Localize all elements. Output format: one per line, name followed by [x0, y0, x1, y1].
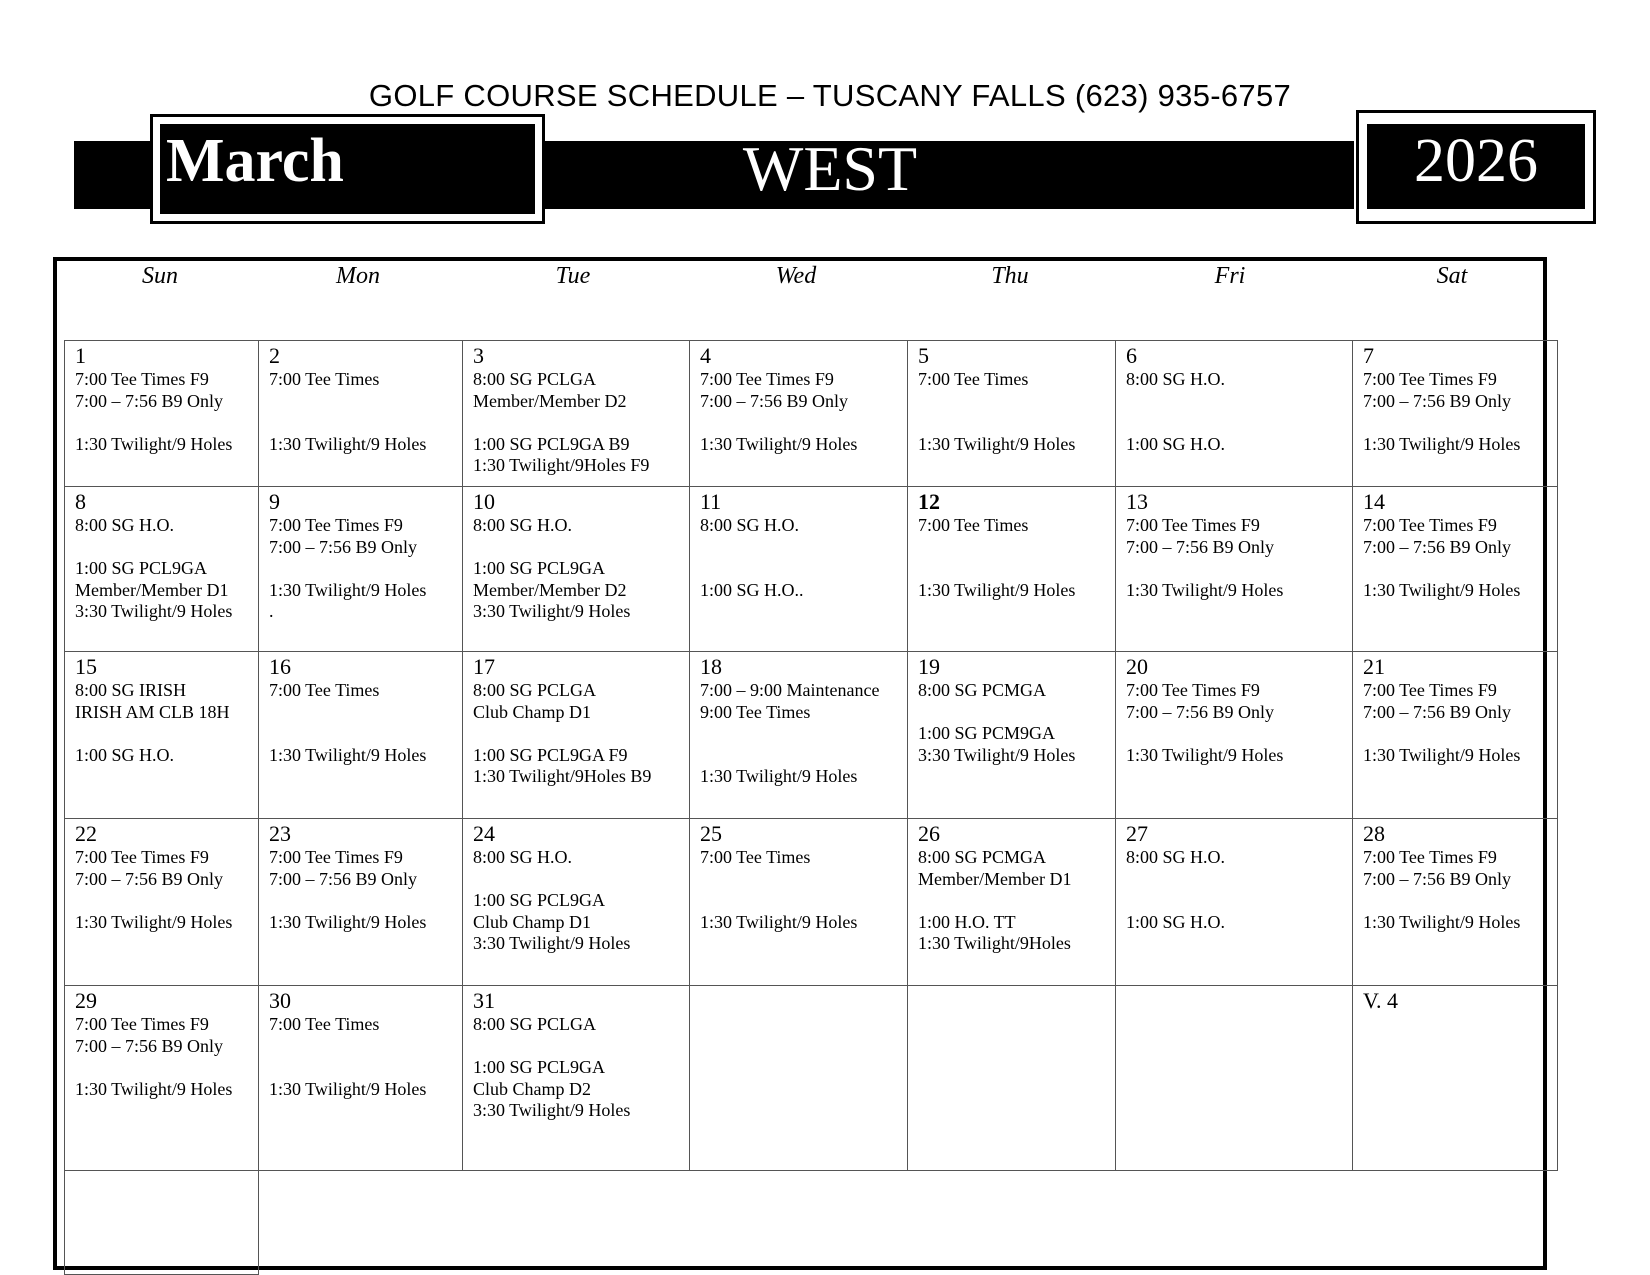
event-line: 1:30 Twilight/9 Holes: [269, 744, 427, 765]
calendar-day-3: [462, 340, 690, 487]
blank-line: [473, 1036, 689, 1058]
event-line: 1:00 H.O. TT: [918, 911, 1016, 932]
calendar-day-10: [462, 486, 690, 652]
calendar-day-28: [1352, 818, 1558, 986]
blank-line: [1363, 558, 1557, 580]
event-line: 1:00 SG PCL9GA F9: [473, 744, 628, 765]
blank-line: [269, 391, 462, 413]
event-line: 1:30 Twilight/9 Holes: [700, 911, 858, 932]
event-line: 7:00 Tee Times: [269, 369, 380, 389]
day-number: 21: [1363, 654, 1385, 679]
blank-line: [918, 558, 1115, 580]
event-line: 1:30 Twilight/9 Holes: [1363, 579, 1521, 600]
day-number: 2: [269, 343, 280, 368]
event-line: 1:30 Twilight/9Holes: [918, 933, 1071, 953]
calendar-day-13: [1115, 486, 1353, 652]
blank-line: [918, 890, 1115, 912]
event-line: 8:00 SG H.O.: [1126, 369, 1226, 389]
event-line: 7:00 Tee Times F9: [75, 847, 209, 867]
day-number: 18: [700, 654, 722, 679]
event-line: 7:00 – 7:56 B9 Only: [75, 1035, 224, 1056]
blank-line: [700, 558, 907, 580]
calendar-day-23: [258, 818, 463, 986]
event-line: 1:30 Twilight/9 Holes: [269, 911, 427, 932]
event-line: 7:00 Tee Times F9: [269, 847, 403, 867]
calendar-day-22: [64, 818, 259, 986]
event-line: Member/Member D1: [75, 579, 229, 600]
event-line: 1:00 SG PCL9GA: [75, 558, 208, 578]
event-line: 7:00 – 7:56 B9 Only: [75, 868, 224, 889]
blank-line: [700, 723, 907, 745]
calendar-day-29: [64, 985, 259, 1171]
calendar-empty-cell: [907, 985, 1116, 1171]
calendar-day-14: [1352, 486, 1558, 652]
calendar-day-1: [64, 340, 259, 487]
event-line: 7:00 – 7:56 B9 Only: [269, 868, 418, 889]
blank-line: [473, 869, 689, 891]
notes-cell-wide: [258, 1170, 1558, 1275]
course-label: WEST: [742, 133, 918, 204]
day-number: 10: [473, 489, 495, 514]
day-number: 15: [75, 654, 97, 679]
event-line: 1:30 Twilight/9 Holes: [1363, 433, 1521, 454]
blank-line: [700, 890, 907, 912]
calendar-day-8: [64, 486, 259, 652]
day-number: 4: [700, 343, 711, 368]
blank-line: [269, 723, 462, 745]
blank-line: [75, 723, 258, 745]
event-line: Club Champ D1: [473, 701, 592, 722]
event-line: Club Champ D2: [473, 1078, 592, 1099]
day-number: 1: [75, 343, 86, 368]
event-line: 7:00 Tee Times F9: [75, 1014, 209, 1034]
day-number: 30: [269, 988, 291, 1013]
event-line: 7:00 Tee Times F9: [700, 369, 834, 389]
day-number: 6: [1126, 343, 1137, 368]
calendar-day-26: [907, 818, 1116, 986]
event-line: 1:00 SG PCL9GA: [473, 558, 606, 578]
blank-line: [700, 745, 907, 767]
calendar-day-31: [462, 985, 690, 1171]
calendar-day-15: [64, 651, 259, 819]
event-line: 1:30 Twilight/9 Holes: [269, 433, 427, 454]
event-line: 1:00 SG PCL9GA: [473, 1057, 606, 1077]
event-line: 1:00 SG PCL9GA B9: [473, 433, 630, 454]
event-line: 7:00 Tee Times: [918, 369, 1029, 389]
blank-line: [700, 537, 907, 559]
event-line: 3:30 Twilight/9 Holes: [473, 601, 631, 621]
blank-line: [700, 869, 907, 891]
event-line: 7:00 – 7:56 B9 Only: [1363, 536, 1512, 557]
event-line: 1:30 Twilight/9 Holes: [918, 579, 1076, 600]
blank-line: [269, 1036, 462, 1058]
blank-line: [918, 702, 1115, 724]
day-number: 29: [75, 988, 97, 1013]
event-line: 1:00 SG H.O.: [75, 744, 175, 765]
blank-line: [75, 412, 258, 434]
calendar-day-12: [907, 486, 1116, 652]
calendar-day-6: [1115, 340, 1353, 487]
event-line: 1:30 Twilight/9 Holes: [75, 1078, 233, 1099]
year-box: [1356, 110, 1596, 224]
event-line: 8:00 SG PCLGA: [473, 1014, 597, 1034]
event-line: Member/Member D2: [473, 579, 627, 600]
event-line: 7:00 Tee Times: [700, 847, 811, 867]
event-line: 8:00 SG PCMGA: [918, 847, 1047, 867]
calendar-empty-cell: [689, 985, 908, 1171]
event-line: 7:00 – 7:56 B9 Only: [1363, 701, 1512, 722]
calendar-day-11: [689, 486, 908, 652]
event-line: 8:00 SG H.O.: [75, 515, 175, 535]
event-line: 1:30 Twilight/9Holes B9: [473, 766, 652, 786]
calendar-day-25: [689, 818, 908, 986]
event-line: 1:30 Twilight/9 Holes: [1126, 744, 1284, 765]
event-line: 7:00 Tee Times: [918, 515, 1029, 535]
day-number: 3: [473, 343, 484, 368]
calendar-day-18: [689, 651, 908, 819]
day-number: 14: [1363, 489, 1385, 514]
event-line: 7:00 Tee Times F9: [1363, 680, 1497, 700]
calendar-day-24: [462, 818, 690, 986]
event-line: 1:30 Twilight/9Holes F9: [473, 455, 650, 475]
blank-line: [75, 1057, 258, 1079]
day-number: 9: [269, 489, 280, 514]
day-number: 8: [75, 489, 86, 514]
blank-line: [918, 391, 1115, 413]
event-line: 7:00 Tee Times F9: [75, 369, 209, 389]
day-number: 7: [1363, 343, 1374, 368]
day-number: 5: [918, 343, 929, 368]
day-number: [918, 989, 1115, 1014]
weekday-fri: Fri: [1214, 263, 1246, 289]
event-line: 8:00 SG H.O.: [473, 515, 573, 535]
blank-line: [269, 558, 462, 580]
blank-line: [1363, 723, 1557, 745]
event-line: 7:00 Tee Times F9: [1363, 847, 1497, 867]
calendar-day-5: [907, 340, 1116, 487]
blank-line: [700, 412, 907, 434]
calendar-day-27: [1115, 818, 1353, 986]
notes-cell-left: [64, 1170, 259, 1275]
day-number: 11: [700, 489, 722, 514]
event-line: 7:00 – 7:56 B9 Only: [1363, 868, 1512, 889]
weekday-wed: Wed: [775, 263, 817, 289]
blank-line: [473, 723, 689, 745]
day-number: 12: [918, 489, 940, 514]
event-line: 8:00 SG PCLGA: [473, 680, 597, 700]
blank-line: [1126, 391, 1352, 413]
event-line: 8:00 SG IRISH: [75, 680, 187, 700]
event-line: 1:30 Twilight/9 Holes: [1126, 579, 1284, 600]
blank-line: [473, 412, 689, 434]
day-number: 23: [269, 821, 291, 846]
event-line: 7:00 – 7:56 B9 Only: [269, 536, 418, 557]
event-line: 1:30 Twilight/9 Holes: [75, 911, 233, 932]
event-line: 1:30 Twilight/9 Holes: [269, 579, 427, 600]
event-line: 1:30 Twilight/9 Holes: [700, 766, 858, 786]
event-line: 1:30 Twilight/9 Holes: [1363, 911, 1521, 932]
schedule-title: GOLF COURSE SCHEDULE – TUSCANY FALLS (623) 935-6757: [368, 78, 1292, 113]
event-line: 1:00 SG H.O.: [1126, 911, 1226, 932]
weekday-mon: Mon: [336, 263, 380, 289]
event-line: .: [269, 601, 274, 621]
day-number: 13: [1126, 489, 1148, 514]
event-line: 7:00 – 7:56 B9 Only: [1126, 536, 1275, 557]
event-line: Member/Member D2: [473, 390, 627, 411]
event-line: 1:00 SG PCM9GA: [918, 723, 1056, 743]
blank-line: [75, 537, 258, 559]
event-line: 7:00 – 7:56 B9 Only: [1363, 390, 1512, 411]
event-line: 3:30 Twilight/9 Holes: [918, 744, 1076, 765]
calendar-day-7: [1352, 340, 1558, 487]
event-line: 7:00 – 7:56 B9 Only: [1126, 701, 1275, 722]
event-line: 1:30 Twilight/9 Holes: [75, 433, 233, 454]
event-line: 7:00 Tee Times F9: [1363, 515, 1497, 535]
event-line: 7:00 – 7:56 B9 Only: [75, 390, 224, 411]
event-line: 1:00 SG H.O..: [700, 579, 804, 600]
blank-line: [1126, 890, 1352, 912]
day-number: 25: [700, 821, 722, 846]
event-line: 7:00 Tee Times: [269, 1014, 380, 1034]
event-line: 1:30 Twilight/9 Holes: [1363, 744, 1521, 765]
event-line: 8:00 SG PCLGA: [473, 369, 597, 389]
event-line: 1:30 Twilight/9 Holes: [700, 433, 858, 454]
day-number: [700, 989, 907, 1014]
calendar-day-20: [1115, 651, 1353, 819]
event-line: Club Champ D1: [473, 911, 592, 932]
weekday-thu: Thu: [991, 263, 1029, 289]
blank-line: [918, 537, 1115, 559]
event-line: 8:00 SG H.O.: [1126, 847, 1226, 867]
calendar-day-2: [258, 340, 463, 487]
day-number: 22: [75, 821, 97, 846]
day-number: 16: [269, 654, 291, 679]
event-line: 7:00 – 9:00 Maintenance: [700, 680, 880, 700]
blank-line: [1126, 412, 1352, 434]
blank-line: [75, 890, 258, 912]
version-label: V. 4: [1363, 988, 1399, 1013]
event-line: 1:00 SG PCL9GA: [473, 890, 606, 910]
event-line: 7:00 Tee Times F9: [1126, 680, 1260, 700]
calendar-day-30: [258, 985, 463, 1171]
event-line: 8:00 SG H.O.: [473, 847, 573, 867]
event-line: 8:00 SG PCMGA: [918, 680, 1047, 700]
calendar-day-16: [258, 651, 463, 819]
event-line: 7:00 Tee Times F9: [269, 515, 403, 535]
event-line: 3:30 Twilight/9 Holes: [473, 1100, 631, 1120]
day-number: [1126, 989, 1352, 1014]
blank-line: [473, 537, 689, 559]
event-line: 9:00 Tee Times: [700, 701, 811, 722]
day-number: 19: [918, 654, 940, 679]
year-label: 2026: [1367, 124, 1585, 209]
blank-line: [269, 702, 462, 724]
event-line: Member/Member D1: [918, 868, 1072, 889]
blank-line: [269, 890, 462, 912]
blank-line: [918, 412, 1115, 434]
event-line: 3:30 Twilight/9 Holes: [473, 933, 631, 953]
event-line: 7:00 Tee Times F9: [1126, 515, 1260, 535]
calendar-day-9: [258, 486, 463, 652]
event-line: 1:30 Twilight/9 Holes: [918, 433, 1076, 454]
month-box: [150, 114, 545, 224]
calendar-day-21: [1352, 651, 1558, 819]
day-number: 28: [1363, 821, 1385, 846]
event-line: 7:00 Tee Times: [269, 680, 380, 700]
event-line: IRISH AM CLB 18H: [75, 701, 230, 722]
blank-line: [1126, 723, 1352, 745]
day-number: 27: [1126, 821, 1148, 846]
month-label: March: [160, 124, 535, 214]
calendar-empty-cell: [1115, 985, 1353, 1171]
event-line: 1:00 SG H.O.: [1126, 433, 1226, 454]
event-line: 8:00 SG H.O.: [700, 515, 800, 535]
day-number: 20: [1126, 654, 1148, 679]
blank-line: [1363, 890, 1557, 912]
blank-line: [1363, 412, 1557, 434]
event-line: 3:30 Twilight/9 Holes: [75, 601, 233, 621]
event-line: 1:30 Twilight/9 Holes: [269, 1078, 427, 1099]
blank-line: [269, 1057, 462, 1079]
day-number: 26: [918, 821, 940, 846]
event-line: 7:00 Tee Times F9: [1363, 369, 1497, 389]
blank-line: [1126, 869, 1352, 891]
weekday-tue: Tue: [555, 263, 591, 289]
version-cell: [1352, 985, 1558, 1171]
day-number: 24: [473, 821, 495, 846]
day-number: 17: [473, 654, 495, 679]
weekday-sat: Sat: [1436, 263, 1468, 289]
blank-line: [269, 412, 462, 434]
day-number: 31: [473, 988, 495, 1013]
calendar-day-17: [462, 651, 690, 819]
blank-line: [1126, 558, 1352, 580]
weekday-sun: Sun: [142, 263, 178, 289]
calendar-day-19: [907, 651, 1116, 819]
calendar-day-4: [689, 340, 908, 487]
event-line: 7:00 – 7:56 B9 Only: [700, 390, 849, 411]
